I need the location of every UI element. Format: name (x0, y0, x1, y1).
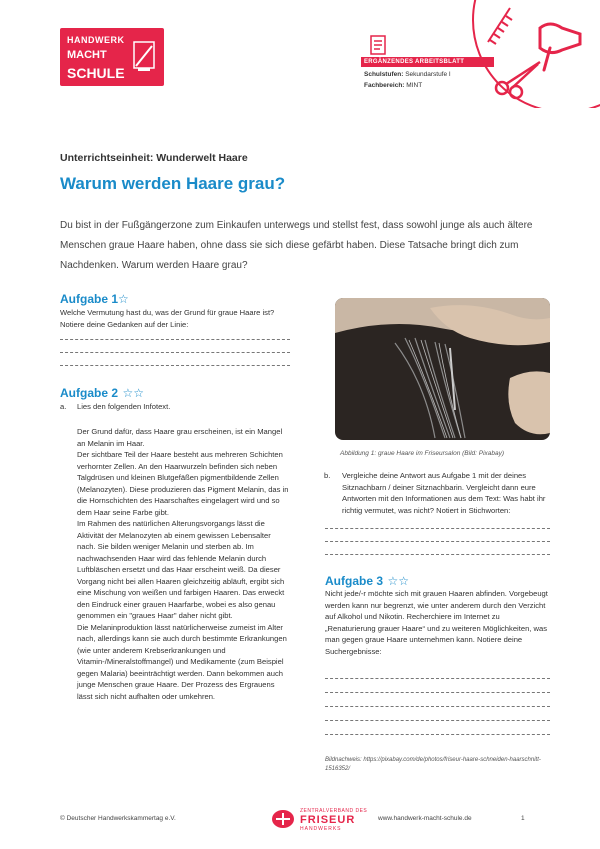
photo-caption: Abbildung 1: graue Haare im Friseursalon (Bild: Pixabay) (340, 450, 505, 457)
star-icon: ☆☆ (387, 574, 409, 588)
task3-title: Aufgabe 3 (325, 574, 384, 588)
handwerk-macht-schule-logo (60, 28, 164, 86)
task1-text: Welche Vermutung hast du, was der Grund für graue Haare ist? Notiere deine Gedanken auf der Linie: (60, 308, 275, 329)
answer-line[interactable] (325, 541, 550, 542)
answer-line[interactable] (60, 352, 290, 353)
info-paragraph: Im Rahmen des natürlichen Alterungsvorgangs lässt die Aktivität der Melanozyten ab einem gewissen Lebensalter nach. Sie bilden weniger Melanin und sterben ab. Im nachwachsenden Haar wird das fehlende Melanin durch Luftbläschen ersetzt und das Haar erscheint weiß. Da dieser Vorgang nicht bei allen Haaren gleichzeitig abläuft, ergibt sich eine Mischung von weißen und farbigen Haaren. Das erweckt den Eindruck einer grauen Haarfarbe, wobei es also genau genommen ein "graues Haar" daher nicht gibt. (77, 519, 285, 620)
subject-label: Fachbereich: (364, 82, 405, 89)
subject (364, 82, 422, 89)
page-number: 1 (521, 815, 525, 822)
task2-heading (60, 384, 144, 402)
star-icon: ☆ (118, 292, 129, 306)
answer-line[interactable] (60, 339, 290, 340)
answer-line[interactable] (325, 678, 550, 679)
image-credits: Bildnachweis: https://pixabay.com/de/photos/friseur-haare-schneiden-haarschnitt-1516352/ (325, 757, 541, 772)
answer-line[interactable] (325, 720, 550, 721)
scissors-icon (496, 62, 540, 98)
tools-icon (132, 38, 158, 78)
comb-icon (488, 8, 512, 44)
logo-line-3: SCHULE (67, 65, 125, 81)
worksheet-icon (369, 35, 387, 55)
logo-line-1: HANDWERK (67, 35, 125, 45)
worksheet-type-label: ERGÄNZENDES ARBEITSBLATT (361, 57, 494, 67)
answer-line[interactable] (325, 528, 550, 529)
task2b-marker: b. (324, 471, 331, 480)
partner-logo-main: FRISEUR (300, 814, 356, 826)
info-paragraph: Der sichtbare Teil der Haare besteht aus mehreren Schichten verhornter Zellen. An den Haarwurzeln befinden sich neben Talgdrüsen und kleinen Blutgefäßen pigmentbildende Zellen (Melanozyten). Diese produzieren das Pigment Melanin, das in die Hornschichten des Haarschaftes eingelagert wird und so dem Haar seine Farbe gibt. (77, 450, 289, 517)
task1-heading (60, 290, 129, 308)
info-paragraph: Die Melaninproduktion lässt natürlicherweise zumeist im Alter nach, allerdings kann sie auch durch bestimmte Erkrankungen (wie unter anderem Krebserkrankungen und Vitamin-/Mineralstoffmangel) und Medikamente (zum Beispiel gegen Malaria) beeinträchtigt werden. Dann bekommen auch junge Menschen graue Haare. Der Prozess des Ergrauens lässt sich nicht aufhalten oder umkehren. (77, 622, 287, 701)
partner-logo-top: ZENTRALVERBAND DES (300, 808, 368, 814)
school-level-value: Sekundarstufe I (405, 71, 451, 78)
copyright: © Deutscher Handwerkskammertag e.V. (60, 815, 176, 822)
answer-line[interactable] (325, 706, 550, 707)
subject-value: MINT (406, 82, 423, 89)
friseur-logo-icon (271, 808, 295, 830)
star-icon: ☆☆ (122, 386, 144, 400)
answer-line[interactable] (325, 692, 550, 693)
info-paragraph: Der Grund dafür, dass Haare grau erscheinen, ist ein Mangel an Melanin im Haar. (77, 427, 283, 448)
task3-text: Nicht jede/-r möchte sich mit grauen Haaren abfinden. Vorgebeugt werden kann nur begrenzt, wie unter anderem durch den Verzicht auf Alkohol und Nikotin. Recherchiere im Internet zu „Renaturierung grauer Haare“ und zu weiteren Möglichkeiten, was man gegen graue Haare unternehmen kann. Notiere deine Suchergebnisse: (325, 589, 548, 656)
intro-text: Du bist in der Fußgängerzone zum Einkaufen unterwegs und stellst fest, dass sowohl junge als auch ältere Menschen graue Haare haben, ohne dass sie sich diese gefärbt haben. Diese Tatsache bringt dich zum Nachdenken. Warum werden Haare grau? (60, 220, 533, 271)
task2a-marker: a. (60, 402, 67, 411)
answer-line[interactable] (60, 365, 290, 366)
website-link[interactable]: www.handwerk-macht-schule.de (378, 815, 472, 822)
partner-logo-bottom: HANDWERKS (300, 826, 342, 832)
unit-heading: Unterrichtseinheit: Wunderwelt Haare (60, 152, 248, 164)
task2a-text: Lies den folgenden Infotext. (77, 402, 171, 411)
school-level (364, 71, 451, 78)
logo-line-2: MACHT (67, 49, 107, 61)
answer-line[interactable] (325, 554, 550, 555)
hair-salon-photo (335, 298, 550, 440)
school-level-label: Schulstufen: (364, 71, 404, 78)
task1-title: Aufgabe 1 (60, 292, 119, 306)
info-text (77, 426, 291, 702)
task2-title: Aufgabe 2 (60, 386, 119, 400)
task2b-text: Vergleiche deine Antwort aus Aufgabe 1 mit der deines Sitznachbarn / deiner Sitznachbarin. Vergleicht dann eure Antworten mit den Informationen aus dem Text: Was habt ihr richtig vermutet, was nicht? Notiert in Stichworten: (342, 471, 546, 515)
answer-line[interactable] (325, 734, 550, 735)
page-title: Warum werden Haare grau? (60, 174, 286, 193)
hair-dryer-icon (540, 24, 580, 70)
hairdresser-corner-graphic (440, 0, 600, 108)
